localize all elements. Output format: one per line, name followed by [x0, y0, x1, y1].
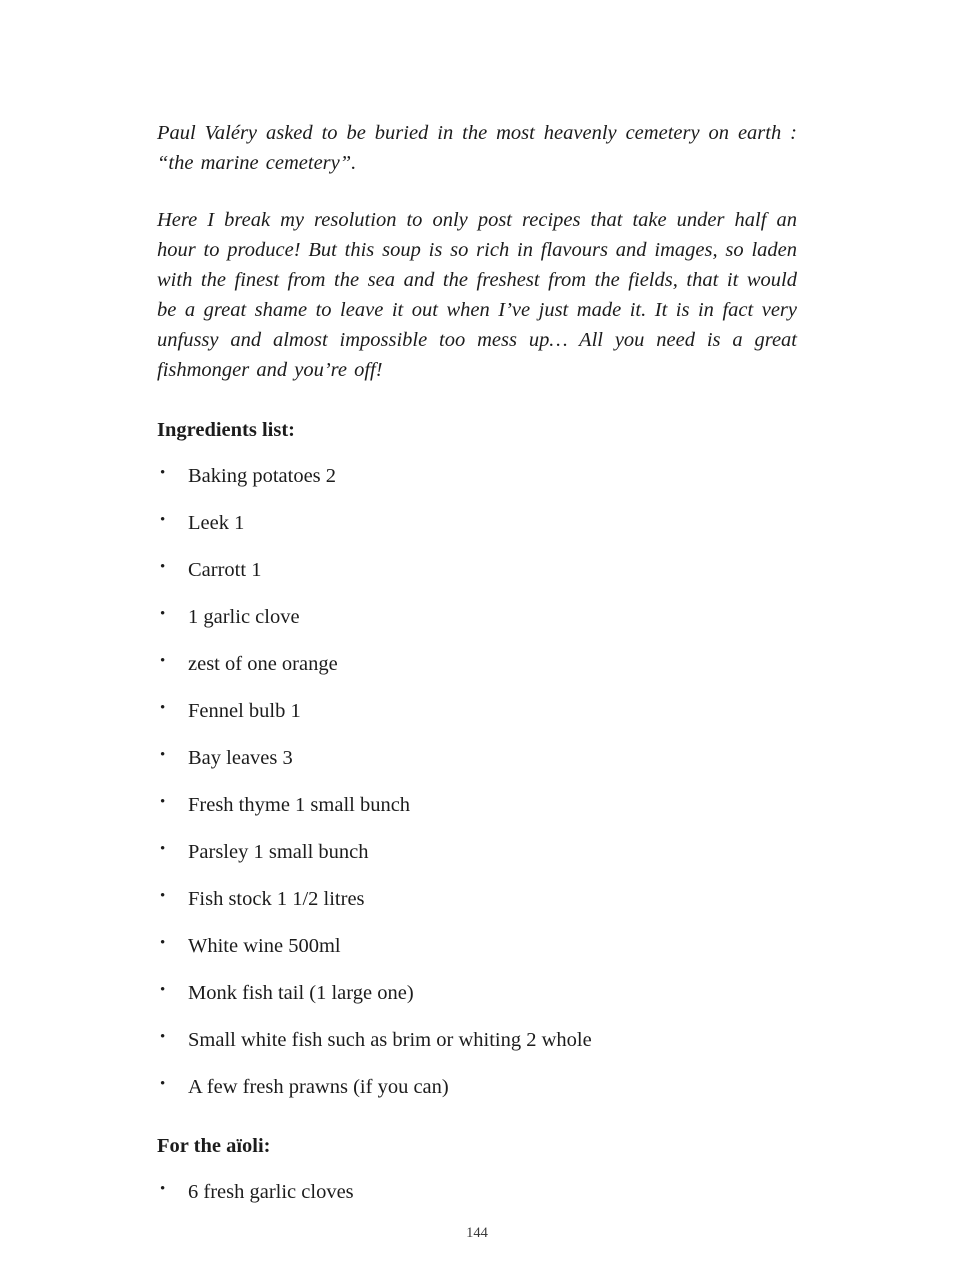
list-item-text: Parsley 1 small bunch [188, 841, 369, 863]
list-item-text: zest of one orange [188, 653, 338, 675]
list-item [157, 698, 797, 725]
list-item [157, 651, 797, 678]
bullet-icon: • [160, 512, 166, 528]
list-item [157, 745, 797, 772]
list-item [157, 463, 797, 490]
bullet-icon: • [160, 465, 166, 481]
ingredients-list [157, 463, 797, 1101]
bullet-icon: • [160, 935, 166, 951]
bullet-icon: • [160, 653, 166, 669]
list-item-text: Fennel bulb 1 [188, 700, 301, 722]
bullet-icon: • [160, 888, 166, 904]
bullet-icon: • [160, 1029, 166, 1045]
list-item-text: Bay leaves 3 [188, 747, 293, 769]
list-item [157, 557, 797, 584]
list-item [157, 792, 797, 819]
list-item-text: Fish stock 1 1/2 litres [188, 888, 365, 910]
heading-aioli: For the aïoli: [157, 1135, 271, 1157]
list-item [157, 510, 797, 537]
paragraph-valery-quote: Paul Valéry asked to be buried in the most heavenly cemetery on earth : “the marine cemetery”. [157, 122, 797, 174]
list-item-text: White wine 500ml [188, 935, 341, 957]
bullet-icon: • [160, 841, 166, 857]
bullet-icon: • [160, 1181, 166, 1197]
list-item [157, 1179, 797, 1206]
list-item [157, 933, 797, 960]
list-item-text: Leek 1 [188, 512, 245, 534]
list-item-text: Small white fish such as brim or whiting 2 whole [188, 1029, 592, 1051]
list-item [157, 980, 797, 1007]
list-item [157, 1074, 797, 1101]
bullet-icon: • [160, 982, 166, 998]
bullet-icon: • [160, 606, 166, 622]
list-item-text: Monk fish tail (1 large one) [188, 982, 414, 1004]
list-item-text: 6 fresh garlic cloves [188, 1181, 354, 1203]
page-number: 144 [466, 1225, 488, 1241]
heading-ingredients-list: Ingredients list: [157, 419, 296, 441]
bullet-icon: • [160, 700, 166, 716]
list-item [157, 604, 797, 631]
list-item-text: A few fresh prawns (if you can) [188, 1076, 449, 1098]
paragraph-recipe-intro: Here I break my resolution to only post recipes that take under half an hour to produce! But this soup is so rich in flavours and images, so laden with the finest from the sea and the freshest from the fields, that it would be a great shame to leave it out when I’ve just made it. It is in fact very unfussy and almost impossible too mess up… All you need is a great fishmonger and you’re off! [157, 209, 797, 381]
bullet-icon: • [160, 1076, 166, 1092]
bullet-icon: • [160, 559, 166, 575]
list-item [157, 886, 797, 913]
list-item [157, 839, 797, 866]
list-item-text: Carrott 1 [188, 559, 262, 581]
bullet-icon: • [160, 747, 166, 763]
bullet-icon: • [160, 794, 166, 810]
aioli-list [157, 1179, 797, 1206]
list-item-text: Baking potatoes 2 [188, 465, 337, 487]
list-item-text: Fresh thyme 1 small bunch [188, 794, 411, 816]
list-item [157, 1027, 797, 1054]
list-item-text: 1 garlic clove [188, 606, 300, 628]
